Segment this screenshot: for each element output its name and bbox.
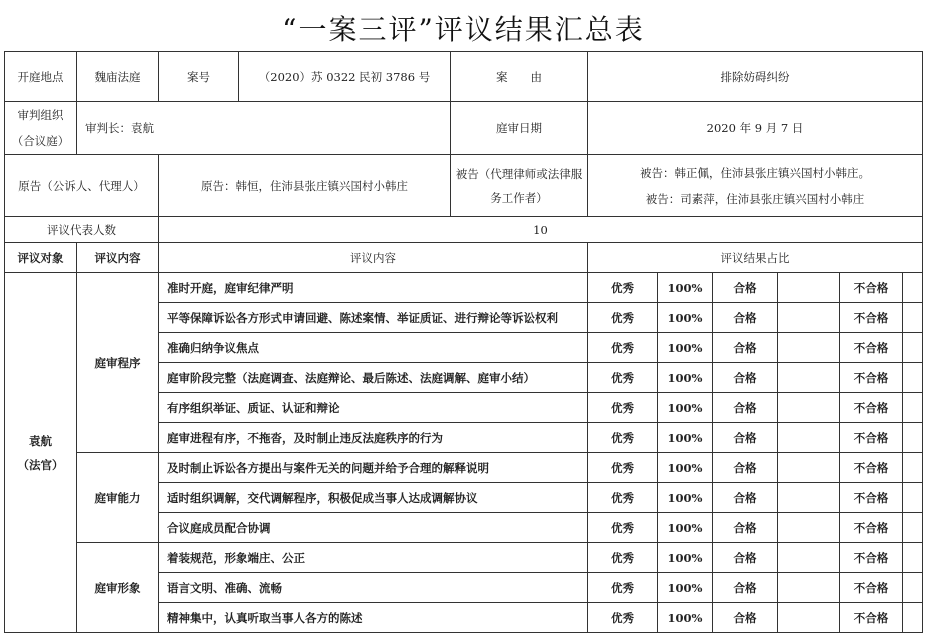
criteria-text: 合议庭成员配合协调: [159, 513, 588, 543]
grade-pass-percent: [778, 483, 840, 513]
case-cause-value: 排除妨碍纠纷: [588, 52, 923, 102]
grade-pass-percent: [778, 303, 840, 333]
grade-fail-label: 不合格: [840, 453, 903, 483]
evaluee-cell: [5, 273, 77, 633]
grade-fail-label: 不合格: [840, 423, 903, 453]
case-cause-label: 案 由: [451, 52, 588, 102]
grade-fail-percent: [903, 543, 923, 573]
reviewer-count-value: 10: [159, 217, 923, 243]
category-cell: 庭审能力: [77, 453, 159, 543]
grade-excellent-label: 优秀: [588, 483, 658, 513]
criteria-text: 平等保障诉讼各方形式申请回避、陈述案情、举证质证、进行辩论等诉讼权利: [159, 303, 588, 333]
grade-pass-percent: [778, 573, 840, 603]
grade-excellent-label: 优秀: [588, 543, 658, 573]
grade-excellent-label: 优秀: [588, 363, 658, 393]
grade-excellent-label: 优秀: [588, 603, 658, 633]
evaluee-name: 袁航: [29, 433, 52, 448]
grade-fail-percent: [903, 603, 923, 633]
col-result-header: 评议结果占比: [588, 243, 923, 273]
table-row: [5, 453, 923, 483]
grade-pass-label: 合格: [713, 603, 778, 633]
criteria-text: 及时制止诉讼各方提出与案件无关的问题并给予合理的解释说明: [159, 453, 588, 483]
grade-fail-percent: [903, 363, 923, 393]
grade-pass-percent: [778, 273, 840, 303]
criteria-text: 精神集中，认真听取当事人各方的陈述: [159, 603, 588, 633]
grade-fail-label: 不合格: [840, 333, 903, 363]
grade-pass-label: 合格: [713, 273, 778, 303]
reviewer-count-label: 评议代表人数: [5, 217, 159, 243]
grade-pass-label: 合格: [713, 513, 778, 543]
grade-fail-percent: [903, 393, 923, 423]
grade-fail-label: 不合格: [840, 543, 903, 573]
grade-fail-percent: [903, 273, 923, 303]
grade-fail-percent: [903, 453, 923, 483]
grade-fail-percent: [903, 573, 923, 603]
criteria-text: 准确归纳争议焦点: [159, 333, 588, 363]
criteria-text: 语言文明、准确、流畅: [159, 573, 588, 603]
court-place-value: 魏庙法庭: [77, 52, 159, 102]
grade-excellent-percent: 100%: [658, 393, 713, 423]
defendant-line-2: 被告：司素萍，住沛县张庄镇兴国村小韩庄: [645, 191, 865, 206]
grade-pass-percent: [778, 603, 840, 633]
grade-excellent-label: 优秀: [588, 273, 658, 303]
grade-excellent-label: 优秀: [588, 573, 658, 603]
col-content-header: 评议内容: [159, 243, 588, 273]
evaluee-role: （法官）: [17, 457, 64, 472]
grade-excellent-label: 优秀: [588, 513, 658, 543]
grade-pass-label: 合格: [713, 363, 778, 393]
trial-date-value: 2020 年 9 月 7 日: [588, 102, 923, 155]
grade-pass-label: 合格: [713, 393, 778, 423]
criteria-text: 着装规范，形象端庄、公正: [159, 543, 588, 573]
grade-pass-percent: [778, 423, 840, 453]
grade-excellent-label: 优秀: [588, 453, 658, 483]
grade-pass-label: 合格: [713, 303, 778, 333]
criteria-text: 适时组织调解，交代调解程序，积极促成当事人达成调解协议: [159, 483, 588, 513]
grade-excellent-percent: 100%: [658, 513, 713, 543]
grade-excellent-label: 优秀: [588, 393, 658, 423]
grade-fail-label: 不合格: [840, 303, 903, 333]
criteria-text: 准时开庭，庭审纪律严明: [159, 273, 588, 303]
grade-fail-label: 不合格: [840, 273, 903, 303]
grade-fail-percent: [903, 303, 923, 333]
col-category-header: 评议内容: [77, 243, 159, 273]
criteria-text: 有序组织举证、质证、认证和辩论: [159, 393, 588, 423]
grade-pass-percent: [778, 333, 840, 363]
grade-fail-label: 不合格: [840, 363, 903, 393]
defendant-line-1: 被告：韩正佩，住沛县张庄镇兴国村小韩庄。: [640, 165, 870, 180]
trial-org-value: 审判长：袁航: [77, 102, 451, 155]
defendant-label: 被告（代理律师或法律服务工作者）: [451, 155, 588, 217]
grade-pass-percent: [778, 513, 840, 543]
criteria-text: 庭审阶段完整（法庭调查、法庭辩论、最后陈述、法庭调解、庭审小结）: [159, 363, 588, 393]
plaintiff-label: 原告（公诉人、代理人）: [5, 155, 159, 217]
grade-pass-label: 合格: [713, 543, 778, 573]
grade-excellent-label: 优秀: [588, 303, 658, 333]
grade-fail-percent: [903, 513, 923, 543]
grade-fail-percent: [903, 423, 923, 453]
grade-excellent-percent: 100%: [658, 483, 713, 513]
summary-table: [4, 51, 923, 633]
grade-excellent-percent: 100%: [658, 423, 713, 453]
grade-fail-label: 不合格: [840, 603, 903, 633]
grade-pass-percent: [778, 453, 840, 483]
grade-excellent-percent: 100%: [658, 333, 713, 363]
category-cell: 庭审程序: [77, 273, 159, 453]
plaintiff-value: 原告：韩恒，住沛县张庄镇兴国村小韩庄: [159, 155, 451, 217]
grade-excellent-percent: 100%: [658, 273, 713, 303]
grade-pass-percent: [778, 363, 840, 393]
grade-fail-label: 不合格: [840, 393, 903, 423]
col-object-header: 评议对象: [5, 243, 77, 273]
grade-excellent-percent: 100%: [658, 543, 713, 573]
grade-pass-label: 合格: [713, 423, 778, 453]
grade-pass-percent: [778, 543, 840, 573]
grade-excellent-label: 优秀: [588, 333, 658, 363]
grade-pass-label: 合格: [713, 333, 778, 363]
grade-pass-label: 合格: [713, 573, 778, 603]
grade-fail-label: 不合格: [840, 513, 903, 543]
grade-excellent-percent: 100%: [658, 303, 713, 333]
grade-fail-label: 不合格: [840, 573, 903, 603]
page-title: “一案三评”评议结果汇总表: [282, 13, 645, 46]
table-row: [5, 273, 923, 303]
grade-pass-label: 合格: [713, 483, 778, 513]
grade-excellent-percent: 100%: [658, 603, 713, 633]
grade-fail-percent: [903, 333, 923, 363]
court-place-label: 开庭地点: [5, 52, 77, 102]
trial-date-label: 庭审日期: [451, 102, 588, 155]
grade-fail-percent: [903, 483, 923, 513]
grade-pass-percent: [778, 393, 840, 423]
category-cell: 庭审形象: [77, 543, 159, 633]
defendant-value: [588, 155, 923, 217]
grade-excellent-label: 优秀: [588, 423, 658, 453]
case-no-value: （2020）苏 0322 民初 3786 号: [239, 52, 451, 102]
case-no-label: 案号: [159, 52, 239, 102]
trial-org-label: 审判组织（合议庭）: [5, 102, 77, 155]
grade-excellent-percent: 100%: [658, 363, 713, 393]
grade-pass-label: 合格: [713, 453, 778, 483]
table-row: [5, 543, 923, 573]
grade-excellent-percent: 100%: [658, 453, 713, 483]
criteria-text: 庭审进程有序，不拖沓，及时制止违反法庭秩序的行为: [159, 423, 588, 453]
grade-fail-label: 不合格: [840, 483, 903, 513]
grade-excellent-percent: 100%: [658, 573, 713, 603]
